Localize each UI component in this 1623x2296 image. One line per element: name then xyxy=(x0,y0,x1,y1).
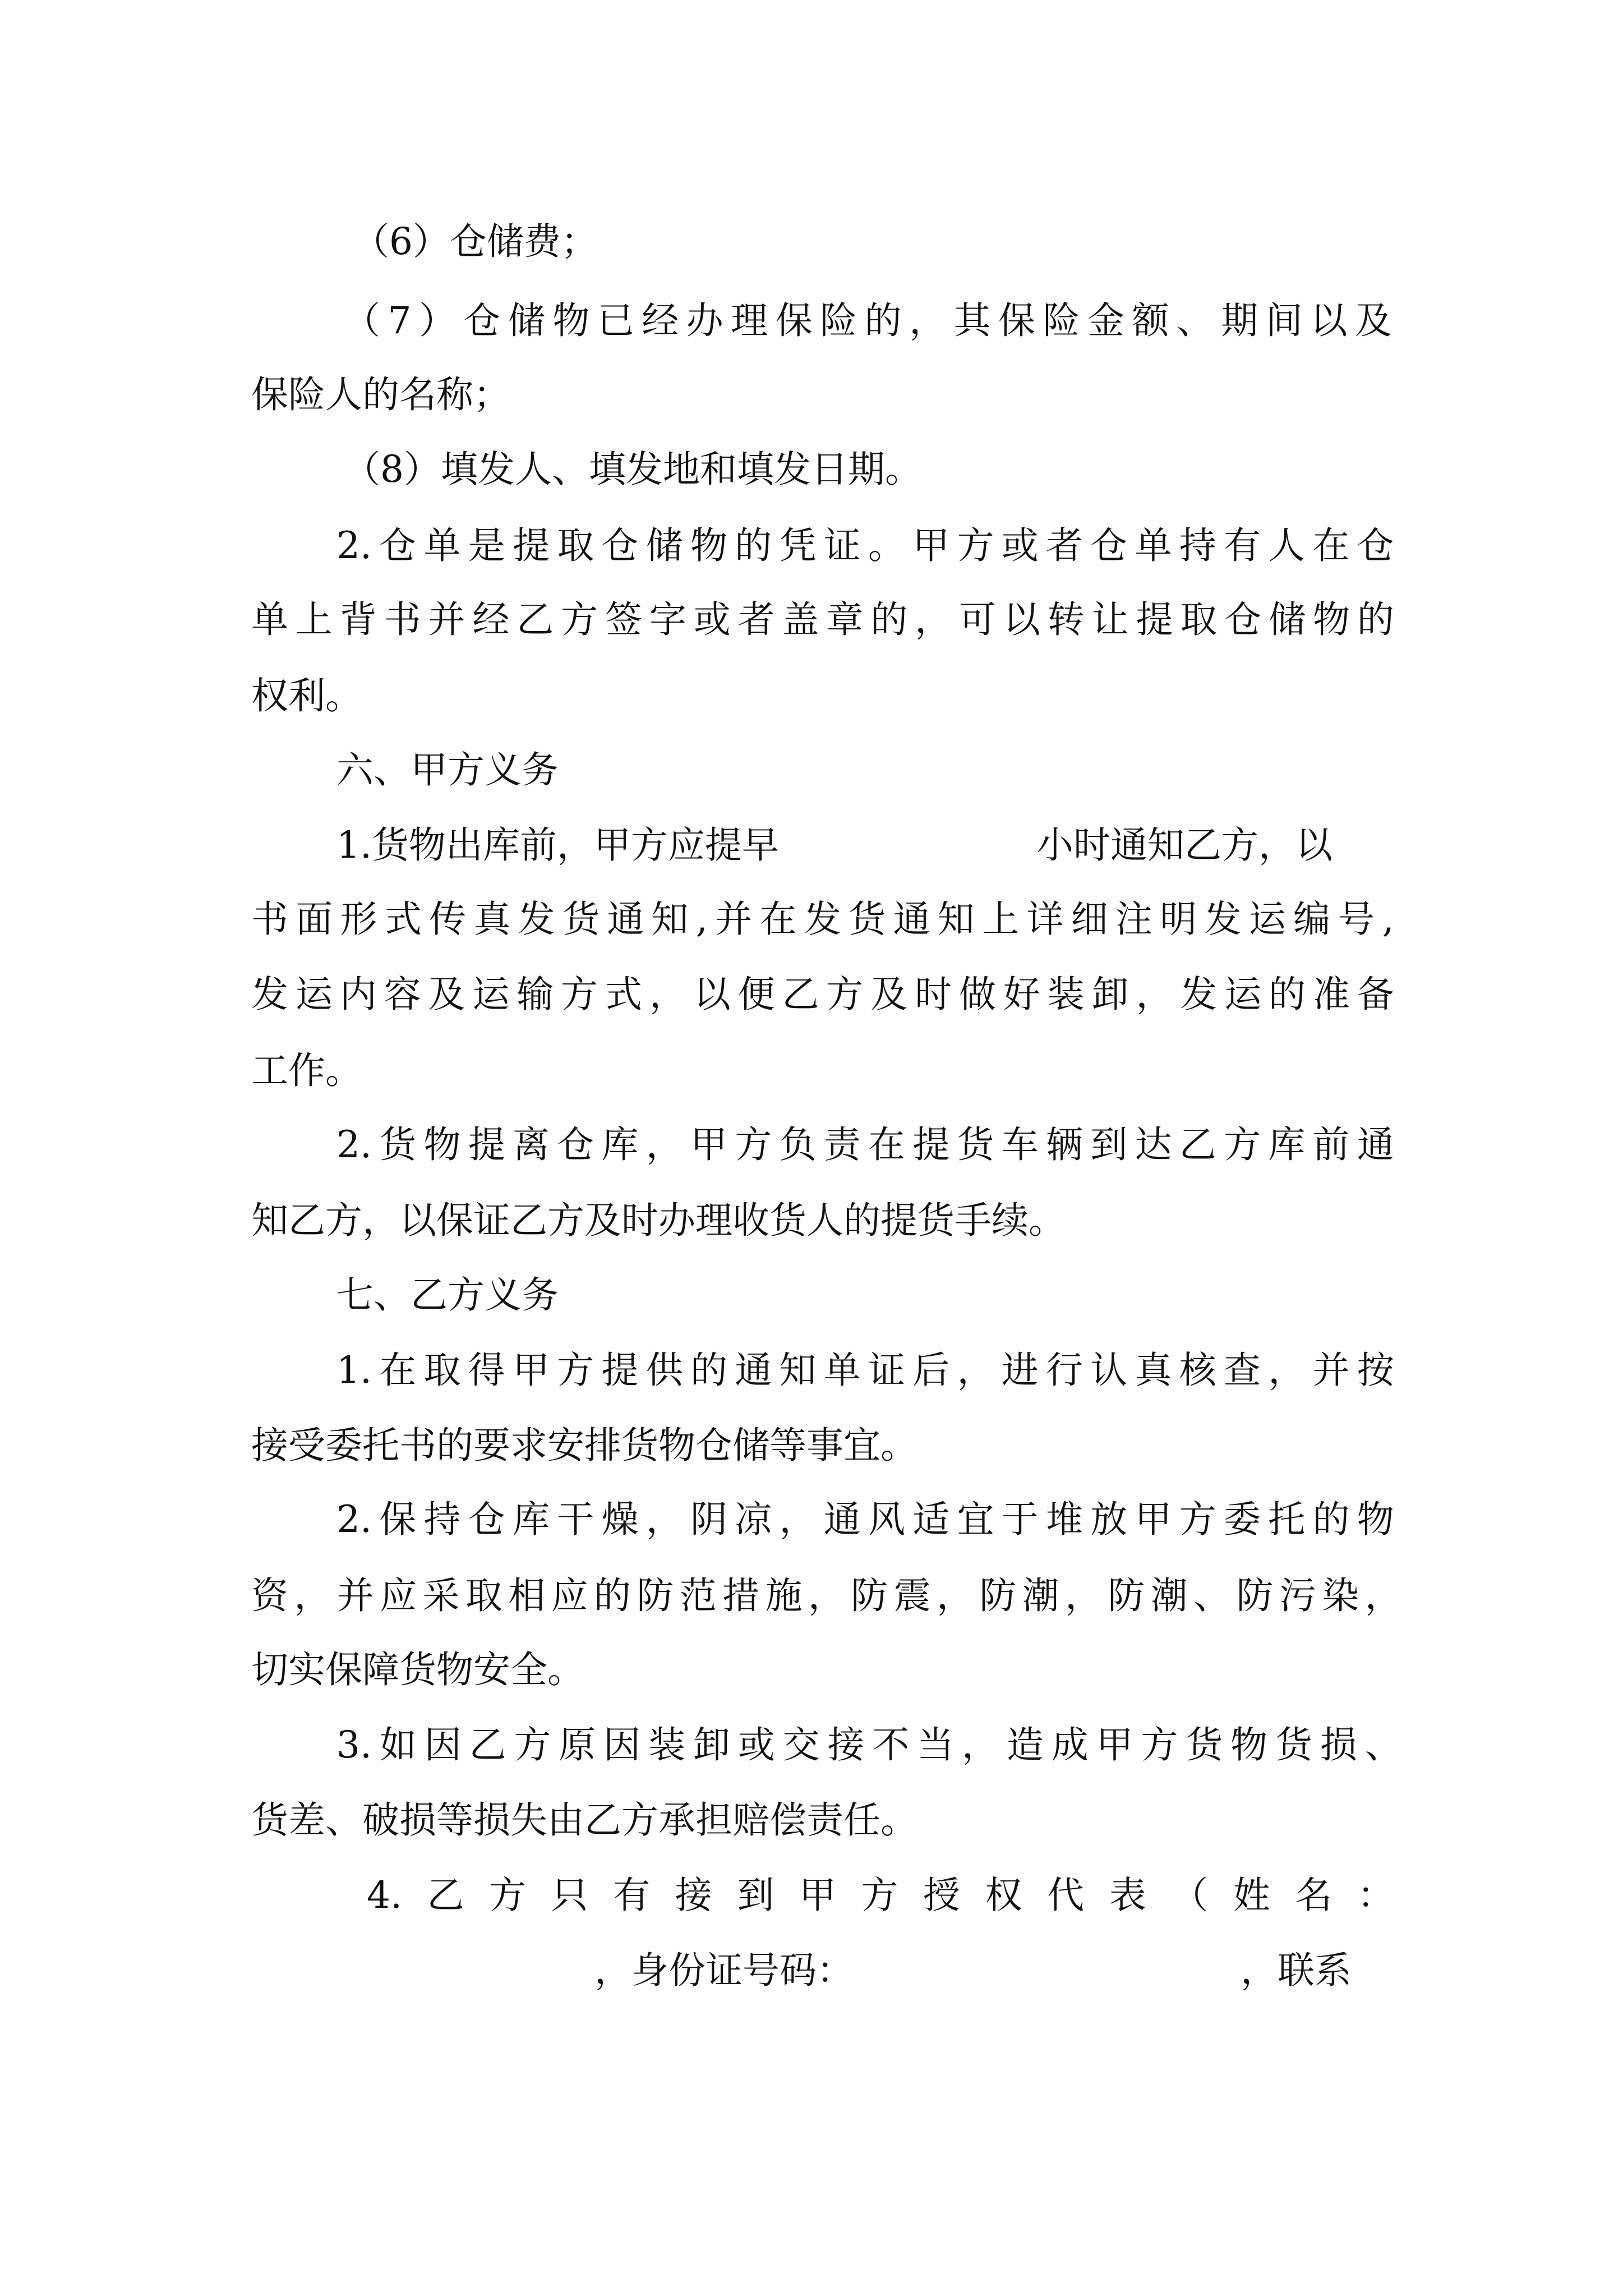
text-line: 权利。 xyxy=(251,674,362,717)
text-line: 小时通知乙方，以 xyxy=(1036,823,1332,867)
text-line: 接受委托书的要求安排货物仓储等事宜。 xyxy=(251,1424,917,1467)
text-line: 发 运 内 容 及 运 输 方 式 ， 以 便 乙 方 及 时 做 好 装 卸 ， 发 运 的 准 备 xyxy=(251,973,1394,1016)
section-heading: 七、乙方义务 xyxy=(336,1273,559,1317)
text-line: ，联系 xyxy=(1241,1949,1352,1992)
text-line: 2. 货 物 提 离 仓 库 ， 甲 方 负 责 在 提 货 车 辆 到 达 乙 方 库 前 通 xyxy=(336,1123,1394,1166)
text-line: 保险人的名称； xyxy=(251,373,510,416)
text-line: 书 面 形 式 传 真 发 货 通 知 , 并 在 发 货 通 知 上 详 细 注 明 发 运 编 号 , xyxy=(251,898,1394,941)
text-line: 货差、破损等损失由乙方承担赔偿责任。 xyxy=(251,1798,917,1842)
text-line: 1. 在 取 得 甲 方 提 供 的 通 知 单 证 后 ， 进 行 认 真 核 查 ， 并 按 xyxy=(336,1349,1394,1392)
text-line: 1.货物出库前，甲方应提早 xyxy=(336,823,779,867)
text-line: （ 7 ） 仓 储 物 已 经 办 理 保 险 的 ， 其 保 险 金 额 、 期 间 以 及 xyxy=(343,299,1392,342)
text-line: （8）填发人、填发地和填发日期。 xyxy=(343,448,922,491)
text-line: ，身份证号码： xyxy=(594,1949,854,1992)
text-line: 2. 仓 单 是 提 取 仓 储 物 的 凭 证 。 甲 方 或 者 仓 单 持 有 人 在 仓 xyxy=(336,524,1394,567)
text-line: 知乙方，以保证乙方及时办理收货人的提货手续。 xyxy=(251,1199,1066,1242)
text-line: 资 ， 并 应 采 取 相 应 的 防 范 措 施 ， 防 震 ， 防 潮 ， 防 潮 、 防 污 染 ， xyxy=(251,1574,1402,1617)
text-line: 3. 如 因 乙 方 原 因 装 卸 或 交 接 不 当 ， 造 成 甲 方 货 物 货 损 、 xyxy=(336,1723,1402,1766)
section-heading: 六、甲方义务 xyxy=(336,748,559,792)
text-line: 单 上 背 书 并 经 乙 方 签 字 或 者 盖 章 的 ， 可 以 转 让 提 取 仓 储 物 的 xyxy=(251,598,1394,641)
text-line: 4. 乙 方 只 有 接 到 甲 方 授 权 代 表 （ 姓 名 ： xyxy=(367,1874,1394,1917)
text-line: 2. 保 持 仓 库 干 燥 ， 阴 凉 ， 通 风 适 宜 于 堆 放 甲 方 委 托 的 物 xyxy=(336,1498,1394,1541)
text-line: （6）仓储费； xyxy=(352,220,598,263)
text-line: 工作。 xyxy=(251,1049,362,1092)
text-line: 切实保障货物安全。 xyxy=(251,1648,584,1691)
